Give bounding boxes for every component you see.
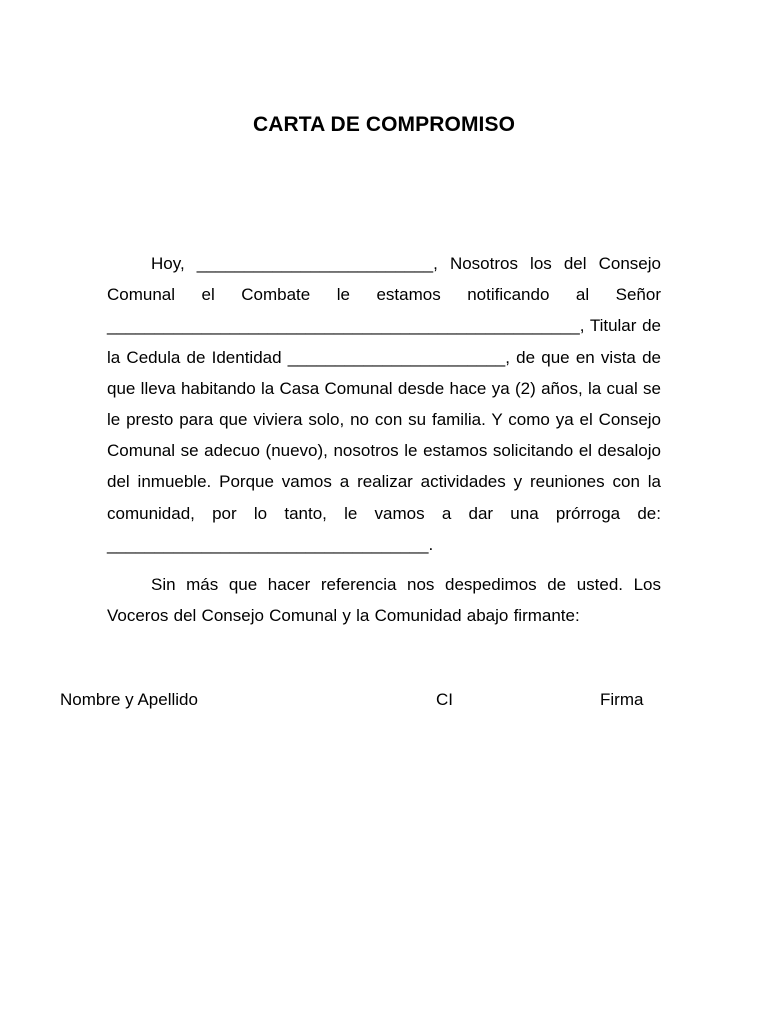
paragraph-notification: Hoy, _________________________, Nosotros los del Consejo Comunal el Combate le estamos notificando al Señor __________________________________________________, Titular de la Cedula de Identidad _______________________, de que en vista de que lleva habitando la Casa Comunal desde hace ya (2) años, la cual se le presto para que viviera solo, no con su familia. Y como ya el Consejo Comunal se adecuo (nuevo), nosotros le estamos solicitando el desalojo del inmueble. Porque vamos a realizar actividades y reuniones con la comunidad, por lo tanto, le vamos a dar una prórroga de: __________________________________. <box>107 254 661 554</box>
document-title: CARTA DE COMPROMISO <box>252 113 516 136</box>
paragraph-closing: Sin más que hacer referencia nos despedimos de usted. Los Voceros del Consejo Comunal y la Comunidad abajo firmante: <box>107 575 661 626</box>
signature-header-firma: Firma <box>600 690 644 709</box>
letter-body <box>107 248 661 631</box>
signature-header-ci: CI <box>436 690 453 709</box>
signature-header-name: Nombre y Apellido <box>60 690 198 709</box>
